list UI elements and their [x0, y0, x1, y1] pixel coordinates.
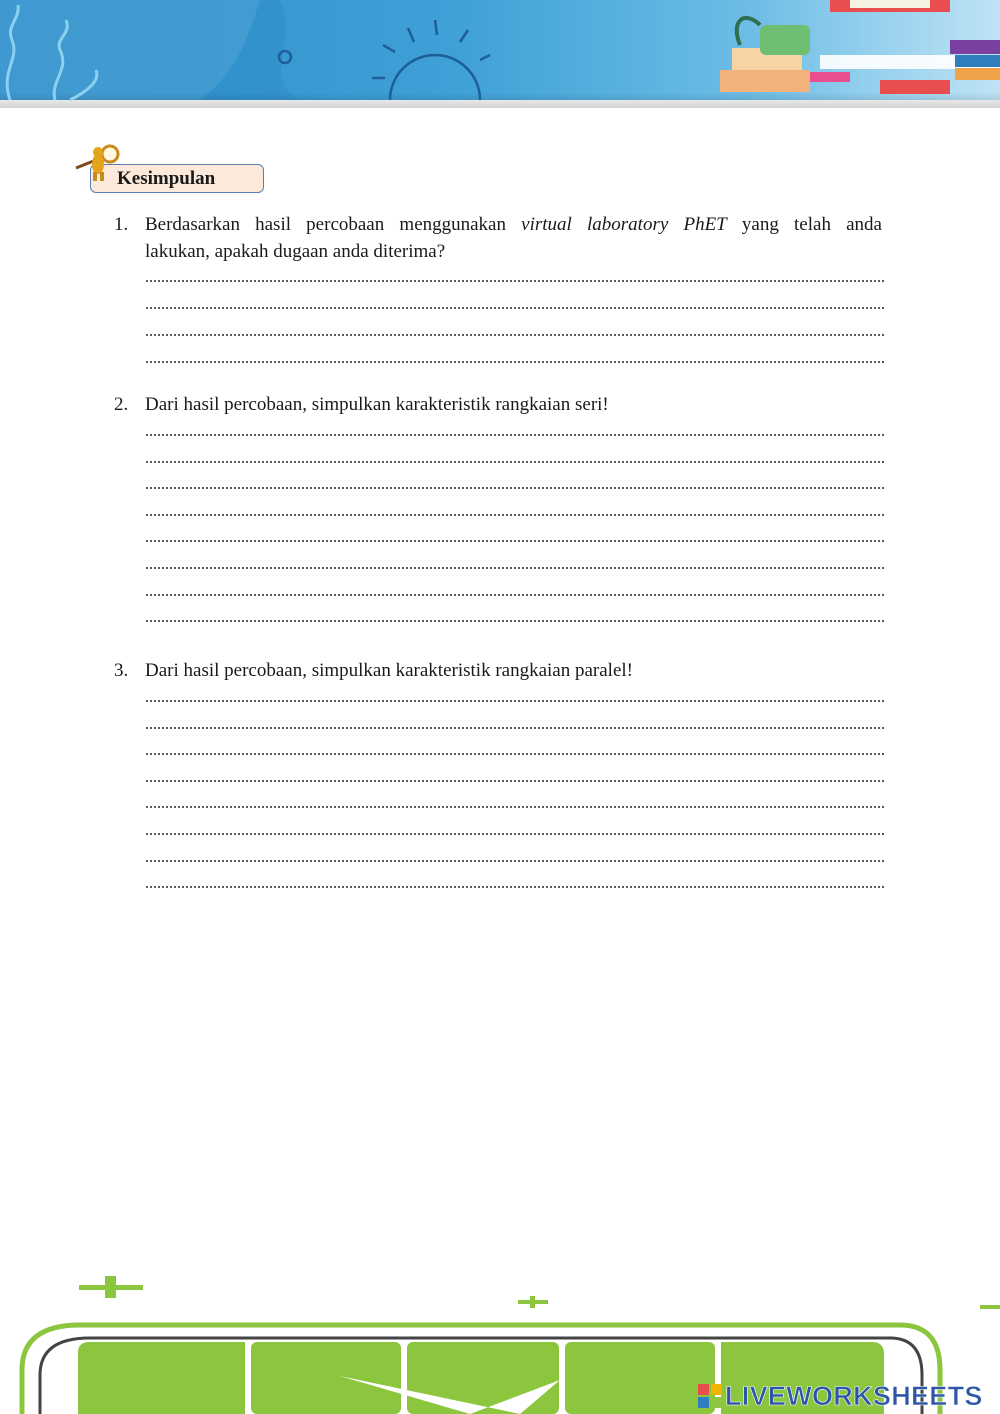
answer-line[interactable]: [145, 307, 885, 309]
liveworksheets-logo-icon: [698, 1384, 722, 1408]
header-illustration: [0, 0, 1000, 108]
answer-line[interactable]: [145, 886, 885, 888]
answer-line[interactable]: [145, 434, 885, 436]
answer-line[interactable]: [145, 753, 885, 755]
question-text: Dari hasil percobaan, simpulkan karakteristik rangkaian paralel!: [145, 660, 633, 681]
liveworksheets-watermark: [698, 1380, 983, 1412]
question-number: 2.: [114, 394, 129, 415]
answer-line[interactable]: [145, 620, 885, 622]
brand-name: LIVEWORKSHEETS: [725, 1380, 983, 1411]
answer-line[interactable]: [145, 833, 885, 835]
answer-line[interactable]: [145, 361, 885, 363]
question-line-1: Berdasarkan hasil percobaan menggunakan virtual laboratory PhET yang telah anda: [145, 214, 882, 235]
answer-line[interactable]: [145, 727, 885, 729]
answer-line[interactable]: [145, 700, 885, 702]
question-1: [114, 211, 884, 267]
answer-line[interactable]: [145, 567, 885, 569]
question-number: 1.: [114, 214, 129, 235]
section-title: Kesimpulan: [117, 168, 216, 189]
answer-line[interactable]: [145, 280, 885, 282]
question-text: [145, 211, 882, 265]
header-banner: [0, 0, 1000, 108]
answer-line[interactable]: [145, 860, 885, 862]
section-header: [74, 140, 274, 200]
answer-line[interactable]: [145, 780, 885, 782]
plus-decoration-icon: [79, 1276, 1000, 1309]
magnifier-mascot-icon: [74, 140, 124, 182]
question-3: [114, 657, 884, 684]
answer-line[interactable]: [145, 594, 885, 596]
answer-line[interactable]: [145, 487, 885, 489]
question-text: Dari hasil percobaan, simpulkan karakteristik rangkaian seri!: [145, 394, 609, 415]
question-2: [114, 391, 884, 418]
answer-line[interactable]: [145, 806, 885, 808]
answer-line[interactable]: [145, 461, 885, 463]
question-number: 3.: [114, 660, 129, 681]
answer-line[interactable]: [145, 334, 885, 336]
italic-term: virtual laboratory PhET: [521, 214, 727, 235]
answer-line[interactable]: [145, 540, 885, 542]
question-line-2: lakukan, apakah dugaan anda diterima?: [145, 241, 446, 262]
answer-line[interactable]: [145, 514, 885, 516]
